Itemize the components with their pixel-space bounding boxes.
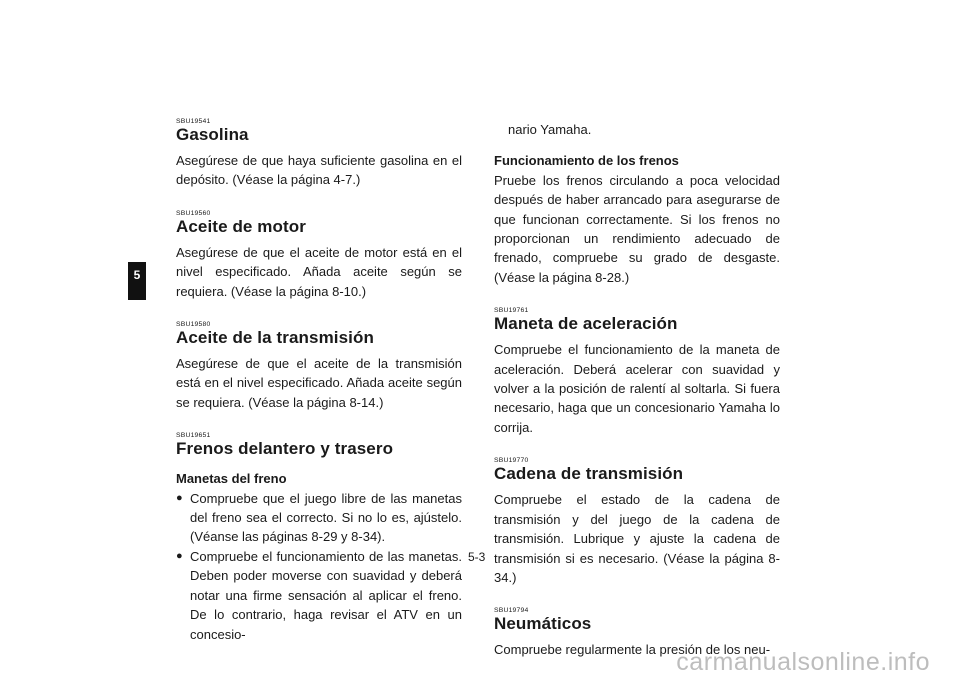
section-text: Compruebe el funcionamiento de la maneta de aceleración. Deberá acelerar con suavidad y volver a la posición de ralentí al soltarla. Si fuera necesario, haga que un concesionario Yamaha lo corrija. <box>494 342 780 435</box>
section-title: Cadena de transmisión <box>494 464 684 484</box>
section-title: Maneta de aceleración <box>494 314 678 334</box>
section-text: Asegúrese de que el aceite de motor está en el nivel especificado. Añada aceite según se requiera. (Véase la página 8-10.) <box>176 244 462 299</box>
section-text: Compruebe el estado de la cadena de transmisión y del juego de la cadena de transmisión. Lubrique y ajuste la cadena de transmisión si es necesario. (Véase la página 8-34.) <box>494 492 780 585</box>
bullet-item: ● Compruebe el funcionamiento de las manetas. Deben poder moverse con suavidad y deberá notar una firme sensación al aplicar el freno. De lo contrario, haga revisar el ATV en un concesio- <box>176 547 462 644</box>
section-title: Frenos delantero y trasero <box>176 439 394 459</box>
page-number: 5-3 <box>468 550 486 564</box>
section-code: SBU19794 <box>494 607 529 615</box>
section-text: Asegúrese de que el aceite de la transmisión está en el nivel especificado. Añada aceite según se requiera. (Véase la página 8-14.) <box>176 356 462 410</box>
section-text: Pruebe los frenos circulando a poca velocidad después de haber arrancado para asegurarse de que funcionan correctamente. Si los frenos no proporcionan un rendimiento adecuado de frenado, compruebe su grado de desgaste. (Véase la página 8-28.) <box>494 172 780 285</box>
section-text: Asegúrese de que haya suficiente gasolina en el depósito. (Véase la página 4-7.) <box>176 153 462 188</box>
section-code: SBU19651 <box>176 432 211 440</box>
section-code: SBU19770 <box>494 457 529 465</box>
left-column <box>176 118 462 664</box>
bullet-list <box>176 489 462 644</box>
section-code: SBU19580 <box>176 321 211 329</box>
right-column <box>494 120 780 680</box>
watermark: carmanualsonline.info <box>676 648 930 676</box>
section-text: Compruebe regularmente la presión de los neu- <box>494 642 771 658</box>
section-code: SBU19541 <box>176 118 211 125</box>
bullet-item: ● Compruebe que el juego libre de las manetas del freno sea el correcto. Si no lo es, ajústelo. (Véanse las páginas 8-29 y 8-34). <box>176 489 462 547</box>
section-maneta <box>494 307 780 437</box>
section-title: Gasolina <box>176 125 249 144</box>
section-aceite-motor <box>176 210 462 301</box>
section-frenos <box>176 432 462 644</box>
section-code: SBU19761 <box>494 307 529 315</box>
section-gasolina <box>176 118 462 190</box>
section-title: Aceite de la transmisión <box>176 328 374 348</box>
section-funcionamiento <box>494 151 780 287</box>
section-subtitle: Funcionamiento de los frenos <box>494 153 679 169</box>
section-title: Aceite de motor <box>176 216 306 236</box>
chapter-tab: 5 <box>128 262 146 300</box>
continuation-text: nario Yamaha. <box>508 122 592 137</box>
section-aceite-transmision <box>176 321 462 412</box>
section-code: SBU19560 <box>176 209 211 217</box>
section-subtitle: Manetas del freno <box>176 471 287 487</box>
section-title: Neumáticos <box>494 614 592 634</box>
section-cadena <box>494 457 780 587</box>
